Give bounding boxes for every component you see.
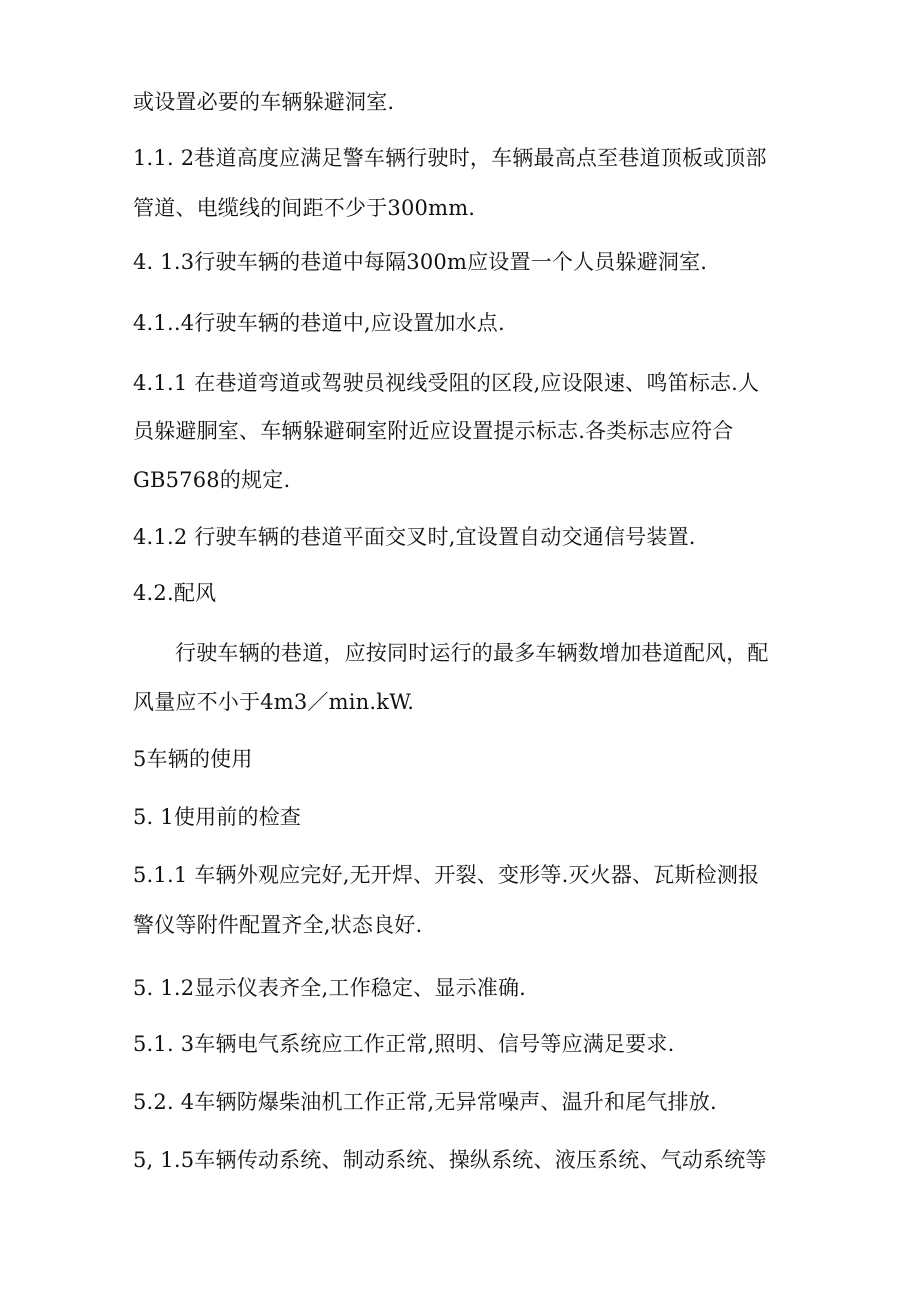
- text-line-17: 5. 1.2显示仪表齐全,工作稳定、显示准确.: [133, 976, 527, 1000]
- text-line-16: 警仪等附件配置齐全,状态良好.: [133, 913, 423, 937]
- text-line-9: 4.1.2 行驶车辆的巷道平面交叉时,宜设置自动交通信号装置.: [133, 525, 696, 549]
- text-line-14: 5. 1使用前的检查: [133, 805, 302, 829]
- text-line-2: 1.1. 2巷道高度应满足警车辆行驶时，车辆最高点至巷道顶板或顶部: [133, 146, 767, 170]
- text-line-19: 5.2. 4车辆防爆柴油机工作正常,无异常噪声、温升和尾气排放.: [133, 1090, 717, 1114]
- text-line-7: 员躲避胴室、车辆躲避硐室附近应设置提示标志.各类标志应符合: [133, 419, 734, 443]
- text-line-12: 风量应不小于4m3／min.kW.: [133, 690, 415, 714]
- text-line-6: 4.1.1 在巷道弯道或驾驶员视线受阻的区段,应设限速、鸣笛标志.人: [133, 371, 760, 395]
- text-line-13: 5车辆的使用: [133, 747, 253, 771]
- text-line-11: 行驶车辆的巷道，应按同时运行的最多车辆数增加巷道配风，配: [175, 641, 769, 665]
- text-line-5: 4.1..4行驶车辆的巷道中,应设置加水点.: [133, 311, 505, 335]
- text-line-3: 管道、电缆线的间距不少于300mm.: [133, 196, 476, 220]
- text-line-10: 4.2.配风: [133, 581, 217, 605]
- text-line-8: GB5768的规定.: [133, 468, 291, 492]
- text-line-18: 5.1. 3车辆电气系统应工作正常,照明、信号等应满足要求.: [133, 1032, 675, 1056]
- text-line-15: 5.1.1 车辆外观应完好,无开焊、开裂、变形等.灭火器、瓦斯检测报: [133, 863, 760, 887]
- text-line-20: 5, 1.5车辆传动系统、制动系统、操纵系统、液压系统、气动系统等: [133, 1148, 767, 1172]
- text-line-1: 或设置必要的车辆躲避洞室.: [133, 90, 395, 114]
- text-line-4: 4. 1.3行驶车辆的巷道中每隔300m应设置一个人员躲避洞室.: [133, 250, 708, 274]
